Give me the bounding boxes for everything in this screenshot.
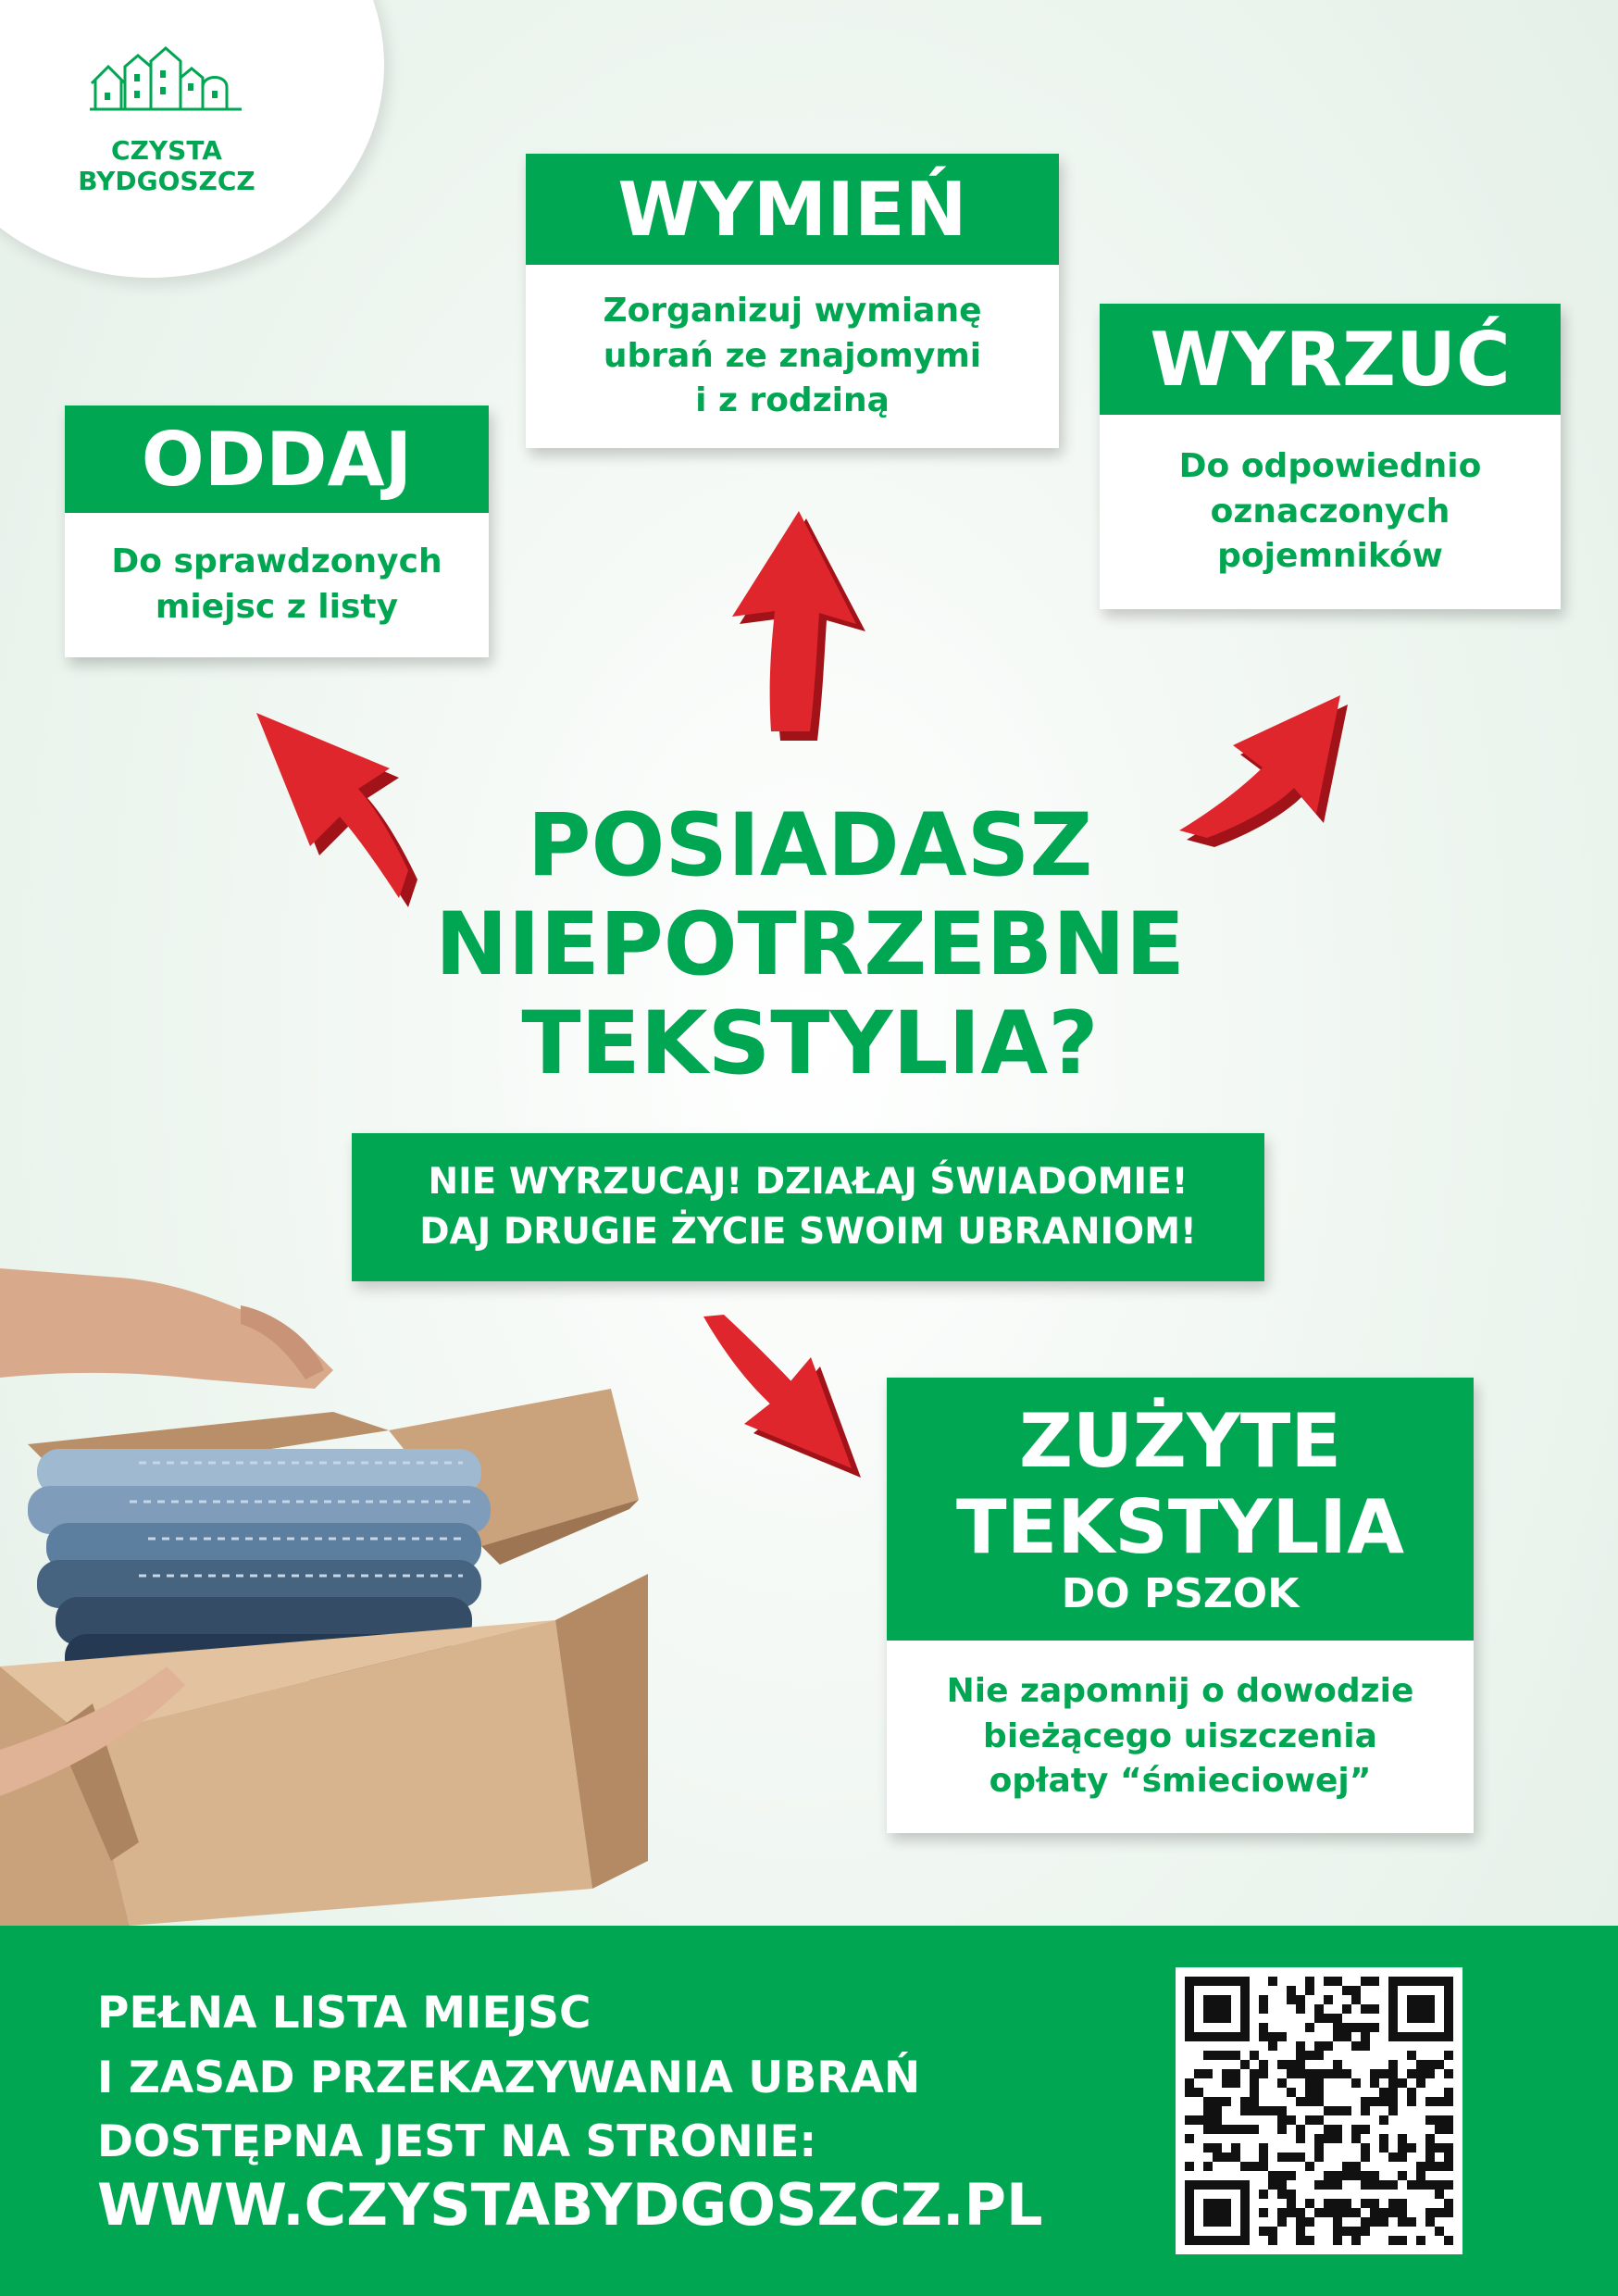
footer-text: PEŁNA LISTA MIEJSC I ZASAD PRZEKAZYWANIA UBRAŃ DOSTĘPNA JEST NA STRONIE: (97, 1988, 921, 2168)
card-pszok-title-line3: DO PSZOK (1061, 1570, 1300, 1618)
clothes-box-photo (0, 1268, 648, 1926)
logo[interactable] (37, 46, 296, 196)
card-pszok (887, 1378, 1474, 1833)
logo-text: CZYSTA BYDGOSZCZ (78, 135, 255, 196)
card-wyrzuc (1100, 304, 1561, 609)
card-wymien (526, 154, 1059, 448)
headline: POSIADASZ NIEPOTRZEBNE TEKSTYLIA? (434, 795, 1186, 1095)
card-wyrzuc-title: WYRZUĆ (1100, 304, 1561, 415)
website-link[interactable]: WWW.CZYSTABYDGOSZCZ.PL (97, 2171, 1043, 2239)
banner: NIE WYRZUCAJ! DZIAŁAJ ŚWIADOMIE! DAJ DRUGIE ŻYCIE SWOIM UBRANIOM! (352, 1133, 1264, 1281)
card-pszok-title-line2: TEKSTYLIA (956, 1483, 1404, 1570)
arrow-down-right-icon (676, 1315, 870, 1491)
card-wyrzuc-text: Do odpowiednio oznaczonych pojemników (1178, 446, 1482, 576)
card-wymien-text: Zorganizuj wymianę ubrań ze znajomymi i z rodziną (603, 291, 982, 420)
houses-skyline-icon (88, 46, 245, 130)
card-pszok-title (887, 1378, 1474, 1641)
card-oddaj (65, 406, 489, 657)
qr-code-graphic (1176, 1967, 1462, 2254)
arrow-up-icon (727, 509, 875, 750)
card-wymien-title: WYMIEŃ (526, 154, 1059, 265)
qr-code-icon[interactable] (1176, 1967, 1462, 2254)
card-oddaj-text: Do sprawdzonych miejsc z listy (111, 543, 442, 626)
card-pszok-title-line1: ZUŻYTE (1018, 1397, 1342, 1484)
card-oddaj-title: ODDAJ (65, 406, 489, 513)
card-pszok-text: Nie zapomnij o dowodzie bieżącego uiszczenia opłaty “śmieciowej” (946, 1671, 1414, 1801)
